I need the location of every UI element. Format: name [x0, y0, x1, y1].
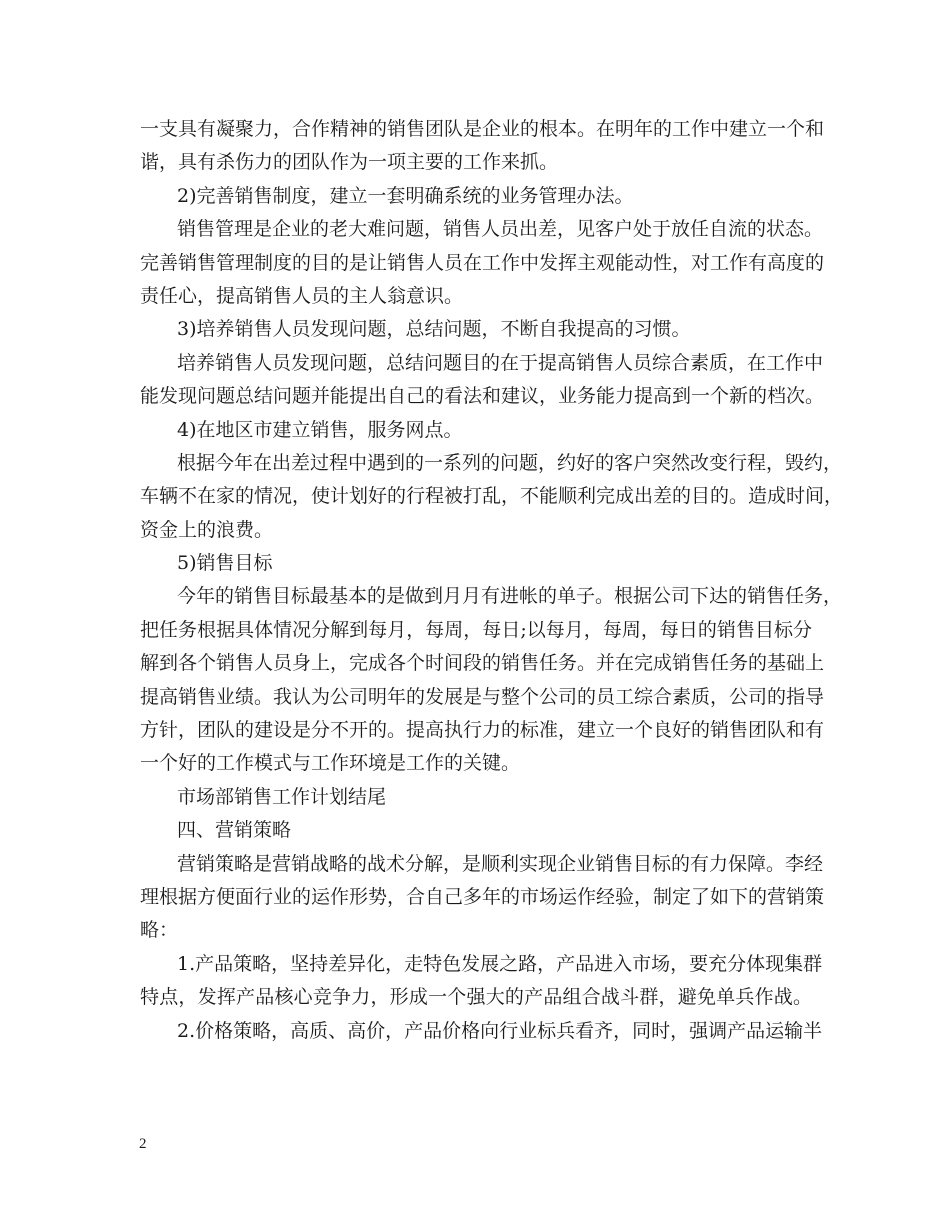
paragraph-line: 能发现问题总结问题并能提出自己的看法和建议，业务能力提高到一个新的档次。 [140, 385, 825, 408]
paragraph-line: 2.价格策略，高质、高价，产品价格向行业标兵看齐，同时，强调产品运输半 [177, 1019, 823, 1042]
paragraph-line: 略： [140, 919, 179, 942]
paragraph-line: 完善销售管理制度的目的是让销售人员在工作中发挥主观能动性，对工作有高度的 [140, 251, 825, 274]
paragraph-line: 车辆不在家的情况，使计划好的行程被打乱，不能顺利完成出差的目的。造成时间， [140, 485, 844, 508]
section-heading: 市场部销售工作计划结尾 [177, 785, 387, 808]
paragraph-line: 今年的销售目标最基本的是做到月月有进帐的单子。根据公司下达的销售任务， [177, 585, 843, 608]
paragraph-line: 根据今年在出差过程中遇到的一系列的问题，约好的客户突然改变行程，毁约， [177, 451, 843, 474]
section-heading: 2)完善销售制度，建立一套明确系统的业务管理办法。 [177, 184, 634, 207]
paragraph-line: 把任务根据具体情况分解到每月，每周，每日;以每月，每周，每日的销售目标分 [140, 618, 812, 641]
paragraph-line: 营销策略是营销战略的战术分解，是顺利实现企业销售目标的有力保障。李经 [177, 852, 824, 875]
paragraph-line: 1.产品策略，坚持差异化，走特色发展之路，产品进入市场，要充分体现集群 [177, 952, 823, 975]
section-heading: 四、营销策略 [177, 819, 292, 842]
paragraph-line: 培养销售人员发现问题，总结问题目的在于提高销售人员综合素质，在工作中 [177, 351, 824, 374]
paragraph-line: 方针，团队的建设是分不开的。提高执行力的标准，建立一个良好的销售团队和有 [140, 719, 825, 742]
paragraph-line: 解到各个销售人员身上，完成各个时间段的销售任务。并在完成销售任务的基础上 [140, 652, 825, 675]
section-heading: 4)在地区市建立销售，服务网点。 [177, 418, 463, 441]
paragraph-line: 提高销售业绩。我认为公司明年的发展是与整个公司的员工综合素质，公司的指导 [140, 685, 825, 708]
paragraph-line: 一支具有凝聚力，合作精神的销售团队是企业的根本。在明年的工作中建立一个和 [140, 118, 825, 140]
paragraph-line: 理根据方便面行业的运作形势，合自己多年的市场运作经验，制定了如下的营销策 [140, 885, 825, 908]
page-number: 2 [139, 1136, 147, 1152]
section-heading: 5)销售目标 [177, 552, 273, 575]
section-heading: 3)培养销售人员发现问题，总结问题，不断自我提高的习惯。 [177, 318, 691, 341]
document-body [140, 113, 844, 1048]
paragraph-line: 特点，发挥产品核心竞争力，形成一个强大的产品组合战斗群，避免单兵作战。 [140, 986, 812, 1009]
paragraph-line: 责任心，提高销售人员的主人翁意识。 [140, 284, 464, 307]
paragraph-line: 一个好的工作模式与工作环境是工作的关键。 [140, 752, 521, 775]
paragraph-line: 销售管理是企业的老大难问题，销售人员出差，见客户处于放任自流的状态。 [177, 218, 824, 241]
paragraph-line: 谐，具有杀伤力的团队作为一项主要的工作来抓。 [140, 151, 559, 174]
paragraph-line: 资金上的浪费。 [140, 518, 274, 541]
